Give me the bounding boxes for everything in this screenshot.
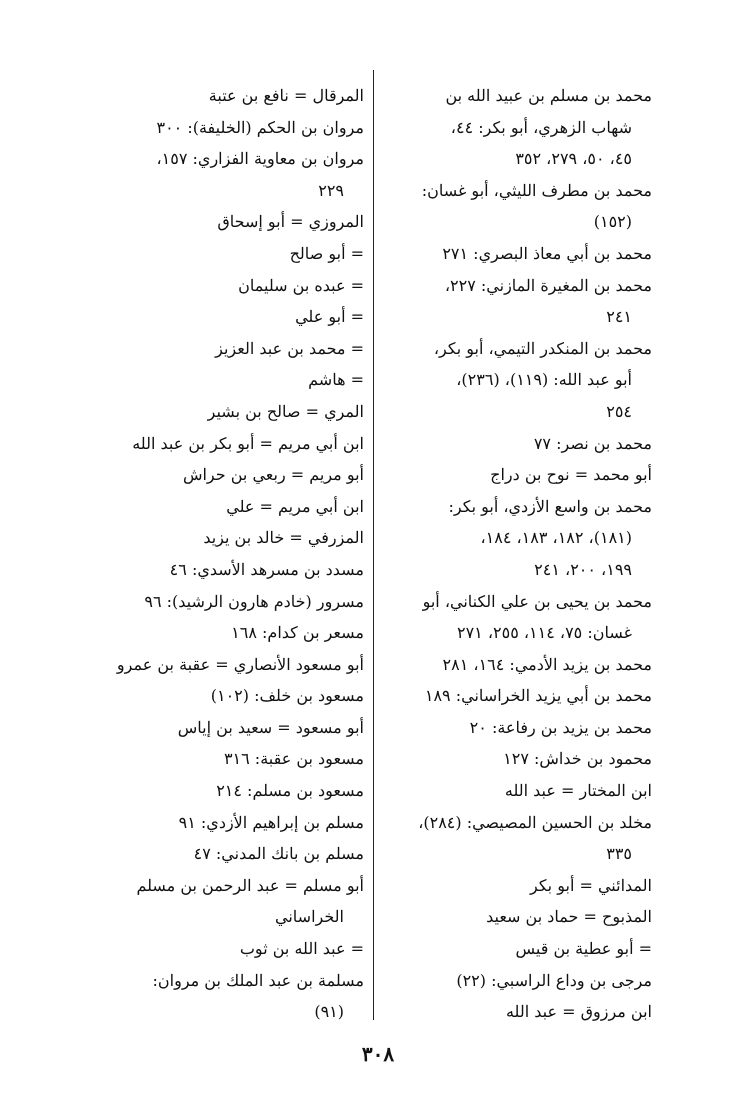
page-number: ٣٠٨ <box>361 1042 395 1066</box>
index-entry <box>92 238 364 270</box>
column-divider <box>373 70 374 1020</box>
entry-line: مسلم بن إبراهيم الأزدي: ٩١ <box>178 812 364 832</box>
entry-line: أبو مسلم = عبد الرحمن بن مسلم <box>136 875 364 895</box>
entry-line: محمد بن أبي يزيد الخراساني: ١٨٩ <box>424 686 652 706</box>
index-entry <box>382 807 652 870</box>
index-entry <box>92 838 364 870</box>
entry-continuation: ١٩٩، ٢٠٠، ٢٤١ <box>534 559 632 579</box>
index-entry <box>92 491 364 523</box>
entry-line: = أبو عطية بن قيس <box>515 939 652 959</box>
entry-line: ابن مرزوق = عبد الله <box>505 1002 652 1022</box>
entry-continuation: ٤٥، ٥٠، ٢٧٩، ٣٥٢ <box>515 149 632 169</box>
entry-line: أبو مسعود الأنصاري = عقبة بن عمرو <box>116 654 364 674</box>
index-entry <box>92 206 364 238</box>
index-entry <box>382 459 652 491</box>
index-entry <box>92 143 364 206</box>
index-entry <box>92 301 364 333</box>
index-entry <box>382 965 652 997</box>
entry-line: = محمد بن عبد العزيز <box>215 338 364 358</box>
index-entry <box>92 933 364 965</box>
entry-line: = عبد الله بن ثوب <box>239 939 364 959</box>
entry-continuation: ٢٤١ <box>606 307 632 327</box>
entry-line: مسلم بن بانك المدني: ٤٧ <box>193 844 364 864</box>
entry-line: أبو مسعود = سعيد بن إياس <box>177 717 364 737</box>
entry-line: = أبو علي <box>295 307 364 327</box>
index-entry <box>92 364 364 396</box>
index-entry <box>92 617 364 649</box>
index-entry <box>92 80 364 112</box>
entry-line: المري = صالح بن بشير <box>207 401 364 421</box>
entry-line: مسعر بن كدام: ١٦٨ <box>231 623 364 643</box>
entry-line: المروزي = أبو إسحاق <box>217 212 364 232</box>
index-entry <box>382 491 652 586</box>
entry-line: = أبو صالح <box>289 243 364 263</box>
entry-line: المذبوح = حماد بن سعيد <box>486 907 652 927</box>
entry-continuation: شهاب الزهري، أبو بكر: ٤٤، <box>450 117 632 137</box>
index-entry <box>382 428 652 460</box>
index-entry <box>382 712 652 744</box>
entry-line: محمد بن مطرف الليثي، أبو غسان: <box>421 180 652 200</box>
entry-continuation: ٢٢٩ <box>318 180 344 200</box>
index-entry <box>92 270 364 302</box>
index-entry <box>92 459 364 491</box>
entry-line: المدائني = أبو بكر <box>530 875 652 895</box>
index-entry <box>382 80 652 175</box>
entry-line: مروان بن الحكم (الخليفة): ٣٠٠ <box>156 117 364 137</box>
index-entry <box>382 901 652 933</box>
entry-line: محمد بن يزيد بن رفاعة: ٢٠ <box>469 717 652 737</box>
index-entry <box>92 965 364 1028</box>
entry-continuation: (٩١) <box>314 1002 344 1022</box>
index-entry <box>382 996 652 1028</box>
index-entry <box>382 586 652 649</box>
entry-line: أبو محمد = نوح بن دراج <box>490 465 652 485</box>
index-entry <box>382 775 652 807</box>
index-entry <box>92 428 364 460</box>
index-entry <box>382 238 652 270</box>
index-entry <box>382 270 652 333</box>
index-entry <box>382 933 652 965</box>
entry-line: المرقال = نافع بن عتبة <box>208 86 364 105</box>
index-entry <box>92 712 364 744</box>
index-entry <box>382 175 652 238</box>
index-entry <box>92 870 364 933</box>
entry-line: = عبده بن سليمان <box>238 275 364 295</box>
entry-line: المزرفي = خالد بن يزيد <box>203 528 364 548</box>
entry-line: محمد بن يحيى بن علي الكناني، أبو <box>422 591 652 611</box>
entry-continuation: الخراساني <box>275 907 344 927</box>
index-entry <box>92 680 364 712</box>
index-entry <box>92 649 364 681</box>
entry-line: محمد بن واسع الأزدي، أبو بكر: <box>448 496 652 516</box>
entry-line: مسدد بن مسرهد الأسدي: ٤٦ <box>169 559 364 579</box>
index-entry <box>92 522 364 554</box>
index-entry <box>382 870 652 902</box>
index-entry <box>382 743 652 775</box>
entry-continuation: غسان: ٧٥، ١١٤، ٢٥٥، ٢٧١ <box>456 623 632 643</box>
entry-continuation: أبو عبد الله: (١١٩)، (٢٣٦)، <box>456 370 632 390</box>
index-entry <box>382 649 652 681</box>
index-entry <box>92 333 364 365</box>
entry-line: محمد بن المنكدر التيمي، أبو بكر، <box>433 338 652 358</box>
entry-line: محمد بن يزيد الأدمي: ١٦٤، ٢٨١ <box>442 654 652 674</box>
index-entry <box>92 554 364 586</box>
entry-line: محمد بن مسلم بن عبيد الله بن <box>445 86 652 105</box>
entry-line: = هاشم <box>308 370 364 390</box>
entry-line: مروان بن معاوية الفزاري: ١٥٧، <box>156 149 364 169</box>
entry-line: ابن المختار = عبد الله <box>504 781 652 801</box>
entry-continuation: ٢٥٤ <box>606 401 632 421</box>
index-entry <box>92 775 364 807</box>
entry-line: محمد بن المغيرة المازني: ٢٢٧، <box>444 275 652 295</box>
index-entry <box>92 743 364 775</box>
index-entry <box>92 807 364 839</box>
entry-line: مرجى بن وداع الراسبي: (٢٢) <box>456 970 652 990</box>
entry-line: مسلمة بن عبد الملك بن مروان: <box>152 970 364 990</box>
entry-line: ابن أبي مريم = علي <box>226 496 364 516</box>
entry-line: محمد بن أبي معاذ البصري: ٢٧١ <box>442 243 652 263</box>
entry-line: ابن أبي مريم = أبو بكر بن عبد الله <box>132 433 364 453</box>
entry-continuation: (١٨١)، ١٨٢، ١٨٣، ١٨٤، <box>480 528 632 548</box>
index-entry <box>92 586 364 618</box>
entry-line: مسعود بن خلف: (١٠٢) <box>210 686 364 706</box>
entry-line: مخلد بن الحسين المصيصي: (٢٨٤)، <box>418 812 652 832</box>
entry-line: مسعود بن مسلم: ٢١٤ <box>216 781 364 801</box>
entry-line: مسرور (خادم هارون الرشيد): ٩٦ <box>144 591 364 611</box>
index-entry <box>92 112 364 144</box>
index-entry <box>382 333 652 428</box>
entry-line: مسعود بن عقبة: ٣١٦ <box>223 749 364 769</box>
entry-line: محمد بن نصر: ٧٧ <box>533 433 652 453</box>
entry-line: أبو مريم = ربعي بن حراش <box>182 465 364 485</box>
index-entry <box>382 680 652 712</box>
left-column <box>92 80 364 1028</box>
entry-continuation: (١٥٢) <box>593 212 632 232</box>
index-entry <box>92 396 364 428</box>
entry-continuation: ٣٣٥ <box>606 844 632 864</box>
entry-line: محمود بن خداش: ١٢٧ <box>503 749 652 769</box>
right-column <box>382 80 652 1028</box>
